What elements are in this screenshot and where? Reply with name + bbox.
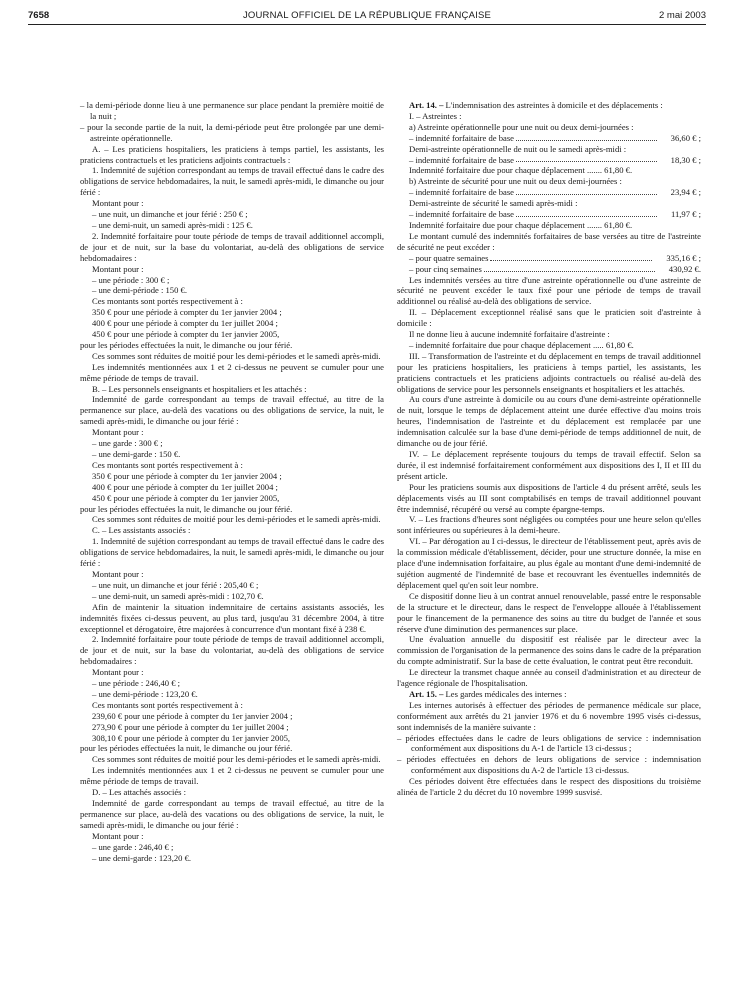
- paragraph: Ces sommes sont réduites de moitié pour les demi-périodes et le samedi après-midi.: [92, 514, 381, 525]
- paragraph: 1. Indemnité de sujétion correspondant au temps de travail effectué dans le cadre des obligations de service hebdomadaires, la nuit, le samedi après-midi, le dimanche ou jour férié :: [80, 536, 384, 569]
- amount-label: – indemnité forfaitaire de base: [409, 132, 514, 143]
- paragraph: Afin de maintenir la situation indemnitaire de certains assistants associés, les indemnités fixées ci-dessus peuvent, au plus tard, jusqu'au 31 décembre 2004, à titre exceptionnel et dérogatoire, être majorées à concurrence d'un montant fixé à 238 €.: [80, 601, 384, 634]
- right-column: [397, 100, 701, 798]
- dot-leader: [516, 133, 657, 141]
- amount-line: [397, 187, 701, 198]
- paragraph: 400 € pour une période à compter du 1er juillet 2004 ;: [92, 318, 278, 329]
- amount-line: [397, 209, 701, 220]
- paragraph: Indemnité forfaitaire due pour chaque déplacement ....... 61,80 €.: [409, 165, 633, 176]
- paragraph: Ces périodes doivent être effectuées dans le respect des dispositions du troisième alinéa de l'article 2 du décret du 10 novembre 1999 susvisé.: [397, 776, 701, 798]
- paragraph: 2. Indemnité forfaitaire pour toute période de temps de travail additionnel accompli, de jour et de nuit, sur la base du volontariat, au-delà des obligations de service hebdomadaires :: [80, 230, 384, 263]
- paragraph: B. – Les personnels enseignants et hospitaliers et les attachés :: [92, 383, 307, 394]
- paragraph: 2. Indemnité forfaitaire pour toute période de temps de travail additionnel accompli, de jour et de nuit, sur la base du volontariat, au-delà des obligations de service hebdomadaires :: [80, 634, 384, 667]
- page-header: [28, 8, 706, 24]
- paragraph: 450 € pour une période à compter du 1er janvier 2005,: [92, 329, 280, 340]
- journal-title: JOURNAL OFFICIEL DE LA RÉPUBLIQUE FRANÇAISE: [242, 10, 492, 21]
- paragraph: Indemnité forfaitaire due pour chaque déplacement ....... 61,80 €.: [409, 219, 633, 230]
- paragraph: 1. Indemnité de sujétion correspondant au temps de travail effectué dans le cadre des obligations de service hebdomadaires, la nuit, le samedi après-midi, le dimanche ou jour férié :: [80, 165, 384, 198]
- paragraph: – une période : 300 € ;: [92, 274, 170, 285]
- paragraph: pour les périodes effectuées la nuit, le dimanche ou jour férié.: [80, 503, 293, 514]
- paragraph: Montant pour :: [92, 198, 144, 209]
- paragraph: Le montant cumulé des indemnités forfaitaires de base versées au titre de l'astreinte de sécurité ne peut excéder :: [397, 230, 701, 252]
- paragraph: 350 € pour une période à compter du 1er janvier 2004 ;: [92, 470, 282, 481]
- paragraph: III. – Transformation de l'astreinte et du déplacement en temps de travail additionnel pour les praticiens hospitaliers, les praticiens à temps partiel, les assistants, les praticiens contractuels et les praticiens adjoints contractuels ou réalisé au-delà des obligations de service pour les personnels enseignants et hospitaliers et les attachés.: [397, 350, 701, 394]
- paragraph: Ces sommes sont réduites de moitié pour les demi-périodes et le samedi après-midi.: [92, 350, 381, 361]
- paragraph: Montant pour :: [92, 667, 144, 678]
- paragraph: Ces montants sont portés respectivement à :: [92, 296, 243, 307]
- paragraph: Une évaluation annuelle du dispositif est réalisée par le directeur avec la commission de l'organisation de la permanence des soins dans le cadre de la préparation du compte administratif. Sur la base de cette évaluation, le contrat peut être reconduit.: [397, 634, 701, 667]
- paragraph: Indemnité de garde correspondant au temps de travail effectué, au titre de la permanence sur place, au-delà des vacations ou des obligations de service, la nuit, le samedi après-midi, le dimanche ou jour férié :: [80, 394, 384, 427]
- paragraph: Ces montants sont portés respectivement à :: [92, 459, 243, 470]
- paragraph: Demi-astreinte opérationnelle de nuit ou le samedi après-midi :: [409, 143, 627, 154]
- amount-label: – pour cinq semaines: [409, 263, 482, 274]
- header-rule: [28, 24, 706, 25]
- paragraph: – pour la seconde partie de la nuit, la demi-période peut être prolongée par une demi-astreinte opérationnelle.: [80, 121, 384, 143]
- paragraph: Ces montants sont portés respectivement à :: [92, 699, 243, 710]
- paragraph: IV. – Le déplacement représente toujours du temps de travail effectif. Selon sa durée, il est indemnisé forfaitairement conformément aux dispositions des I, II et III du présent article.: [397, 449, 701, 481]
- paragraph: Le directeur la transmet chaque année au conseil d'administration et au directeur de l'agence régionale de l'hospitalisation.: [397, 667, 701, 689]
- paragraph: Ces sommes sont réduites de moitié pour les demi-périodes et le samedi après-midi.: [92, 754, 381, 765]
- paragraph: Art. 15. – Les gardes médicales des internes :: [409, 688, 567, 699]
- page-number: 7658: [28, 10, 50, 21]
- amount-value: 335,16 € ;: [666, 252, 701, 263]
- paragraph: V. – Les fractions d'heures sont négligées ou comptées pour une heure selon qu'elles sont inférieures ou supérieures à la demi-heure.: [397, 514, 701, 536]
- dot-leader: [516, 209, 657, 217]
- paragraph: Les internes autorisés à effectuer des périodes de permanence médicale sur place, conformément aux arrêtés du 21 janvier 1976 et du 6 novembre 1995 visés ci-dessus, sont indemnisés de la manière suivante :: [397, 699, 701, 732]
- paragraph: – une nuit, un dimanche et jour férié : 205,40 € ;: [92, 579, 259, 590]
- paragraph: Les indemnités versées au titre d'une astreinte opérationnelle ou d'une astreinte de sécurité ne peuvent excéder le taux fixé pour une période de temps de travail additionnel ou réalisé au-delà des obligations de service.: [397, 274, 701, 307]
- paragraph: 239,60 € pour une période à compter du 1er janvier 2004 ;: [92, 710, 293, 721]
- paragraph: 273,90 € pour une période à compter du 1er juillet 2004 ;: [92, 721, 289, 732]
- paragraph: – indemnité forfaitaire due pour chaque déplacement ..... 61,80 €.: [409, 339, 634, 350]
- paragraph: C. – Les assistants associés :: [92, 525, 191, 536]
- paragraph: Montant pour :: [92, 830, 144, 841]
- amount-line: [397, 155, 701, 166]
- paragraph: Montant pour :: [92, 263, 144, 274]
- publication-date: 2 mai 2003: [658, 10, 706, 21]
- amount-value: 11,97 € ;: [671, 209, 701, 220]
- paragraph: – une demi-période : 123,20 €.: [92, 688, 198, 699]
- paragraph: 350 € pour une période à compter du 1er janvier 2004 ;: [92, 307, 282, 318]
- paragraph: – une période : 246,40 € ;: [92, 678, 181, 689]
- paragraph: Il ne donne lieu à aucune indemnité forfaitaire d'astreinte :: [409, 329, 610, 340]
- article-number: Art. 14. –: [409, 100, 444, 110]
- paragraph: VI. – Par dérogation au I ci-dessus, le directeur de l'établissement peut, après avis de la commission médicale d'établissement, décider, pour une structure donnée, la mise en place d'une indemnisation forfaitaire, au plus égale au montant d'une demi-indemnité de sujétion augmenté de l'indemnité de base et recouvrant les éventuelles indemnités de déplacement quel qu'en soit leur nombre.: [397, 536, 701, 590]
- amount-value: 23,94 € ;: [670, 187, 701, 198]
- paragraph: a) Astreinte opérationnelle pour une nuit ou deux demi-journées :: [409, 121, 634, 132]
- paragraph: 308,10 € pour une période à compter du 1er janvier 2005,: [92, 732, 291, 743]
- amount-value: 430,92 €.: [668, 263, 701, 274]
- paragraph: – la demi-période donne lieu à une permanence sur place pendant la première moitié de la nuit ;: [80, 100, 384, 121]
- left-column: [80, 100, 384, 863]
- paragraph: Montant pour :: [92, 427, 144, 438]
- paragraph: Indemnité de garde correspondant au temps de travail effectué, au titre de la permanence sur place, au-delà des vacations ou des obligations de service, la nuit, le samedi après-midi, le dimanche ou jour férié :: [80, 798, 384, 830]
- amount-label: – indemnité forfaitaire de base: [409, 154, 514, 165]
- paragraph: Ce dispositif donne lieu à un contrat annuel renouvelable, passé entre le responsable de la structure et le directeur, dans le respect de l'enveloppe allouée à l'établissement pour le financement de la permanence des soins au titre du budget de l'année et sous réserve d'une diminution des permanences sur place.: [397, 590, 701, 634]
- paragraph: pour les périodes effectuées la nuit, le dimanche ou jour férié.: [80, 743, 293, 754]
- amount-line: [397, 264, 701, 275]
- paragraph: – une demi-nuit, un samedi après-midi : 125 €.: [92, 219, 253, 230]
- paragraph: – une demi-garde : 123,20 €.: [92, 852, 192, 863]
- paragraph: – une demi-nuit, un samedi après-midi : 102,70 €.: [92, 590, 264, 601]
- dot-leader: [516, 187, 657, 195]
- dot-leader: [484, 264, 655, 272]
- article-number: Art. 15. –: [409, 688, 444, 699]
- paragraph: – une garde : 246,40 € ;: [92, 841, 174, 852]
- paragraph: A. – Les praticiens hospitaliers, les praticiens à temps partiel, les assistants, les praticiens contractuels et les praticiens adjoints contractuels :: [80, 143, 384, 165]
- paragraph: 400 € pour une période à compter du 1er juillet 2004 ;: [92, 481, 278, 492]
- paragraph: pour les périodes effectuées la nuit, le dimanche ou jour férié.: [80, 339, 293, 350]
- dot-leader: [490, 253, 652, 261]
- paragraph: – une nuit, un dimanche et jour férié : 250 € ;: [92, 209, 248, 220]
- paragraph: Montant pour :: [92, 568, 144, 579]
- paragraph: – périodes effectuées en dehors de leurs obligations de service : indemnisation conformément aux dispositions du A-2 de l'article 13 ci-dessus.: [397, 754, 701, 776]
- paragraph: 450 € pour une période à compter du 1er janvier 2005,: [92, 492, 280, 503]
- paragraph: Au cours d'une astreinte à domicile ou au cours d'une demi-astreinte opérationnelle de nuit, lorsque le temps de déplacement atteint une durée effective d'au moins trois heures, l'indemnisation de l'astreinte et du déplacement est remplacée par une indemnisation calculée sur la base d'une demi-période de temps additionnel de nuit, de dimanche ou de jour férié.: [397, 394, 701, 449]
- paragraph: Les indemnités mentionnées aux 1 et 2 ci-dessus ne peuvent se cumuler pour une même période de temps de travail.: [80, 361, 384, 383]
- paragraph: Pour les praticiens soumis aux dispositions de l'article 4 du présent arrêté, seuls les déplacements visés au III sont comptabilisés en temps de travail additionnel pouvant être indemnisé, récupéré ou versé au compte épargne-temps.: [397, 481, 701, 514]
- amount-line: [397, 133, 701, 144]
- paragraph: – une demi-période : 150 €.: [92, 285, 187, 296]
- amount-line: [397, 253, 701, 264]
- amount-label: – pour quatre semaines: [409, 252, 489, 263]
- paragraph: b) Astreinte de sécurité pour une nuit ou deux demi-journées :: [409, 176, 622, 187]
- paragraph: – une garde : 300 € ;: [92, 438, 163, 449]
- paragraph: Les indemnités mentionnées aux 1 et 2 ci-dessus ne peuvent se cumuler pour une même période de temps de travail.: [80, 765, 384, 787]
- amount-value: 36,60 € ;: [670, 132, 701, 143]
- paragraph: – périodes effectuées dans le cadre de leurs obligations de service : indemnisation conformément aux dispositions du A-1 de l'article 13 ci-dessus ;: [397, 732, 701, 754]
- amount-value: 18,30 € ;: [670, 154, 701, 165]
- paragraph: Art. 14. – L'indemnisation des astreintes à domicile et des déplacements :: [409, 100, 663, 110]
- paragraph: II. – Déplacement exceptionnel réalisé sans que le praticien soit d'astreinte à domicile :: [397, 307, 701, 329]
- paragraph: Demi-astreinte de sécurité le samedi après-midi :: [409, 198, 578, 209]
- amount-label: – indemnité forfaitaire de base: [409, 209, 514, 220]
- paragraph: – une demi-garde : 150 €.: [92, 449, 181, 459]
- dot-leader: [516, 155, 657, 163]
- amount-label: – indemnité forfaitaire de base: [409, 187, 514, 198]
- paragraph: D. – Les attachés associés :: [92, 787, 187, 798]
- paragraph: I. – Astreintes :: [409, 110, 462, 121]
